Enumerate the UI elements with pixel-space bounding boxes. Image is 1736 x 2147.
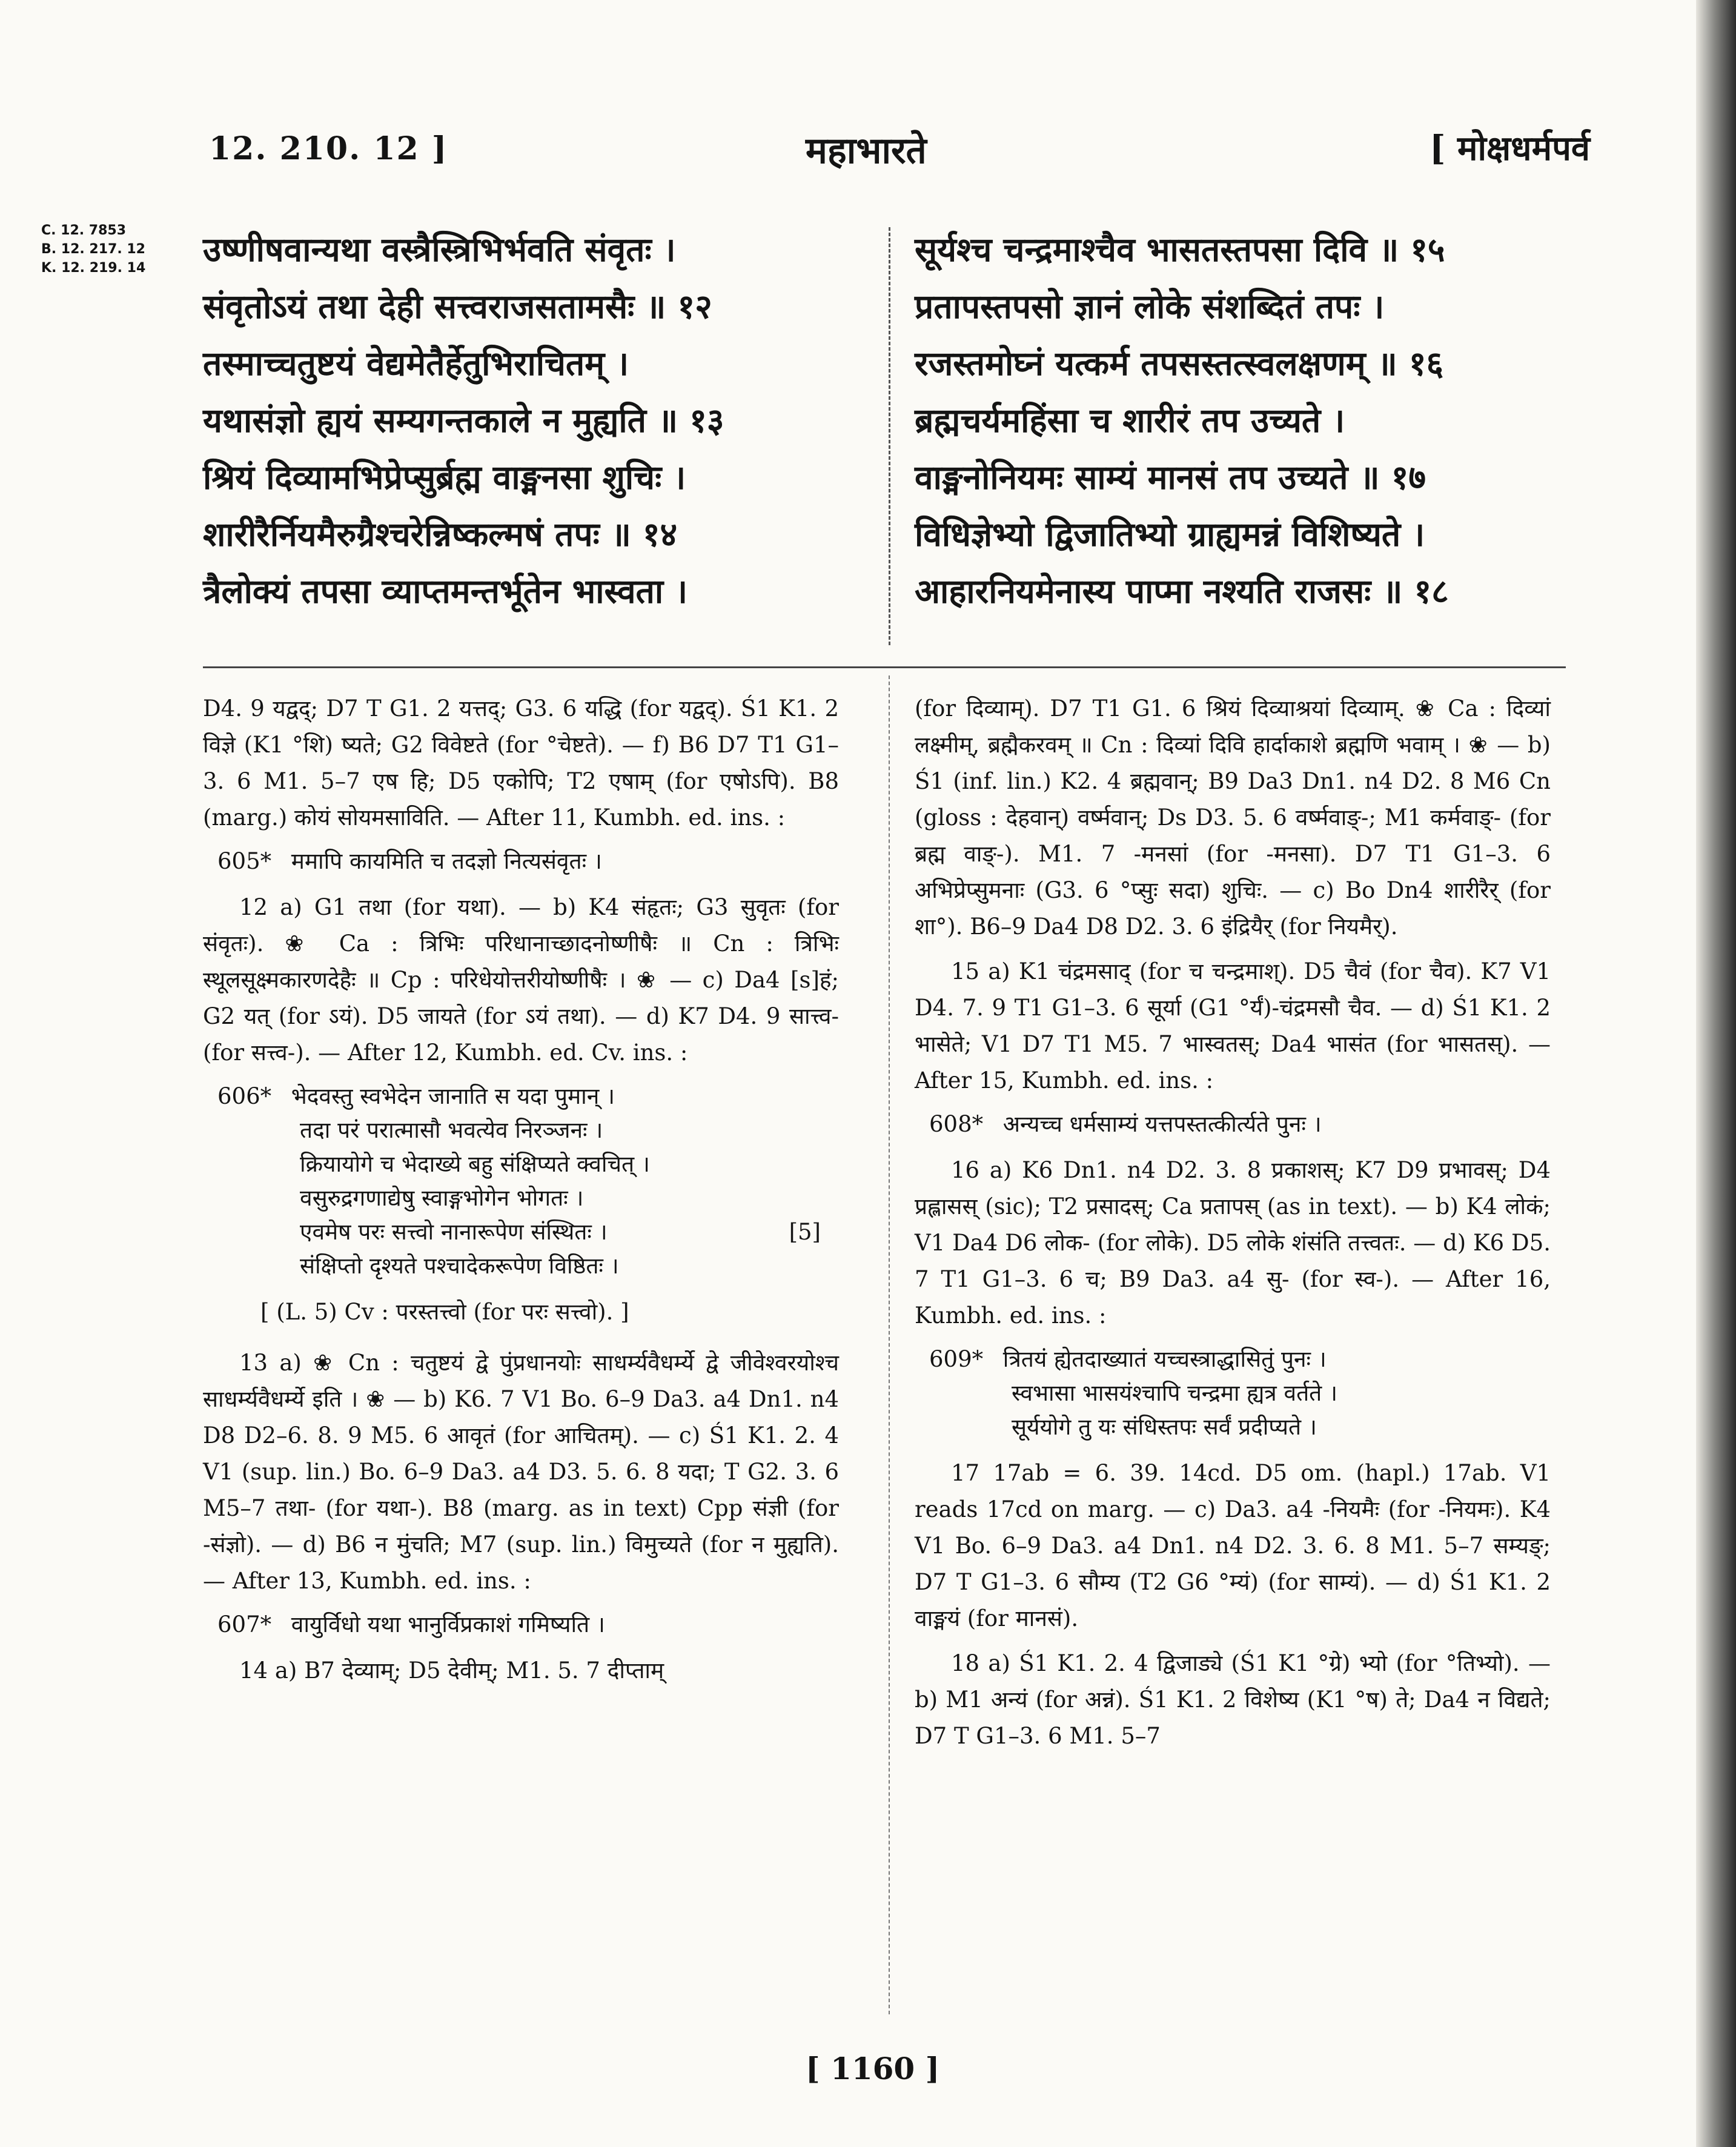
star-number: 608* <box>929 1111 984 1137</box>
star-number: 605* <box>217 848 272 874</box>
star-passage-606 <box>203 1080 839 1283</box>
apparatus-column-divider <box>889 675 890 2014</box>
star-number: 607* <box>217 1611 272 1638</box>
star-passage-607 <box>203 1608 839 1642</box>
star-line: त्रितयं ह्येतदाख्यातं यच्चस्त्राद्धासितुं पुनः । <box>1002 1346 1327 1372</box>
verse-line: सूर्यश्च चन्द्रमाश्चैव भासतस्तपसा दिवि ॥ १५ <box>915 230 1445 269</box>
star-passage-605 <box>203 845 839 878</box>
star-line: वसुरुद्रगणाद्येषु स्वाङ्गभोगेन भोगतः । <box>300 1185 584 1211</box>
star-line: स्वभासा भासयंश्चापि चन्द्रमा ह्यत्र वर्तते । <box>1012 1380 1338 1406</box>
running-head-title: महाभारते <box>806 130 927 172</box>
apparatus-entry-12: 12 a) G1 तथा (for यथा). — b) K4 संहृतः; G3 सुवृतः (for संवृतः). ❀ Ca : त्रिभिः परिधानाच्छादनोष्णीषैः ॥ Cn : त्रिभिः स्थूलसूक्ष्मकारणदेहैः ॥ Cp : परिधेयोत्तरीयोष्णीषैः । ❀ — c) Da4 [s]हं; G2 यत् (for ऽयं). D5 जायते (for ऽयं तथा). — d) K7 D4. 9 सात्त्व- (for सत्त्व-). — After 12, Kumbh. ed. Cv. ins. : <box>203 894 839 1066</box>
star-line: अन्यच्च धर्मसाम्यं यत्तपस्तत्कीर्त्यते पुनः । <box>1002 1111 1322 1137</box>
star-line: वायुर्विधो यथा भानुर्विप्रकाशं गमिष्यति । <box>291 1611 605 1638</box>
apparatus-entry-11: D4. 9 यद्वद्; D7 T G1. 2 यत्तद्; G3. 6 यद्धि (for यद्वद्). Ś1 K1. 2 विज्ञे (K1 °शि) ष्यते; G2 विवेष्टते (for °चेष्टते). — f) B6 D7 T1 G1–3. 6 M1. 5–7 एष हि; D5 एकोपि; T2 एषाम् (for एषोऽपि). B8 (marg.) कोयं सोयमसाविति. — After 11, Kumbh. ed. ins. : <box>203 695 839 831</box>
verse-column-right <box>915 221 1569 620</box>
star-line: भेदवस्तु स्वभेदेन जानाति स यदा पुमान् । <box>291 1083 615 1109</box>
apparatus-entry-17: 17 17ab = 6. 39. 14cd. D5 om. (hapl.) 17ab. V1 reads 17cd on marg. — c) Da3. a4 -नियमैः (for -नियमः). K4 V1 Bo. 6–9 Da3. a4 Dn1. n4 D2. 3. 6. 8 M1. 5–7 सम्यङ्; D7 T G1–3. 6 सौम्य (T2 G6 °म्यं) (for साम्यं). — d) Ś1 K1. 2 वाङ्मयं (for मानसं). <box>915 1460 1551 1631</box>
verse-line: यथासंज्ञो ह्ययं सम्यगन्तकाले न मुह्यति ॥ १३ <box>203 400 724 440</box>
star-line: सूर्ययोगे तु यः संधिस्तपः सर्वं प्रदीप्यते । <box>1012 1414 1317 1440</box>
star-number: 606* <box>217 1083 272 1109</box>
page-number: [ 1160 ] <box>806 2051 940 2086</box>
verse-column-divider <box>889 227 890 645</box>
concordance-line: C. 12. 7853 <box>41 223 127 238</box>
apparatus-entry-15: 15 a) K1 चंद्रमसाद् (for च चन्द्रमाश्). D5 चैवं (for चैव). K7 V1 D4. 7. 9 T1 G1–3. 6 सूर्या (G1 °र्यं)-चंद्रमसौ चैव. — d) Ś1 K1. 2 भासेते; V1 D7 T1 M5. 7 भास्वतस्; Da4 भासंत (for भासतस्). — After 15, Kumbh. ed. ins. : <box>915 958 1551 1093</box>
apparatus-entry-13: 13 a) ❀ Cn : चतुष्टयं द्वे पुंप्रधानयोः साधर्म्यवैधर्म्ये द्वे जीवेश्वरयोश्च साधर्म्यवैधर्म्ये इति । ❀ — b) K6. 7 V1 Bo. 6–9 Da3. a4 Dn1. n4 D8 D2–6. 8. 9 M5. 6 आवृतं (for आचितम्). — c) Ś1 K1. 2. 4 V1 (sup. lin.) Bo. 6–9 Da3. a4 D3. 5. 6. 8 यदा; T G2. 3. 6 M5–7 तथा- (for यथा-). B8 (marg. as in text) Cpp संज्ञी (for -संज्ञो). — d) B6 न मुंचति; M7 (sup. lin.) विमुच्यते (for न मुह्यति). — After 13, Kumbh. ed. ins. : <box>203 1350 839 1594</box>
star-line: क्रियायोगे च भेदाख्ये बहु संक्षिप्यते क्वचित् । <box>300 1151 650 1177</box>
verse-line: उष्णीषवान्यथा वस्त्रैस्त्रिभिर्भवति संवृतः । <box>203 230 676 269</box>
line-number: [5] <box>789 1219 821 1245</box>
verse-line: वाङ्मनोनियमः साम्यं मानसं तप उच्यते ॥ १७ <box>915 457 1426 497</box>
verse-line: संवृतोऽयं तथा देही सत्त्वराजसतामसैः ॥ १२ <box>203 287 712 326</box>
verse-line: विधिज्ञेभ्यो द्विजातिभ्यो ग्राह्यमन्नं विशिष्यते । <box>915 514 1425 554</box>
apparatus-column-left <box>203 691 839 1697</box>
text-apparatus-rule <box>203 666 1566 668</box>
running-head-section: [ मोक्षधर्मपर्व <box>1430 128 1591 168</box>
running-head-reference: 12. 210. 12 ] <box>209 130 448 167</box>
concordance-line: K. 12. 219. 14 <box>41 260 146 276</box>
verse-line: श्रियं दिव्यामभिप्रेप्सुर्ब्रह्म वाङ्मनसा शुचिः । <box>203 457 686 497</box>
verse-line: तस्माच्चतुष्टयं वेद्यमेतैर्हेतुभिराचितम् । <box>203 343 629 383</box>
concordance-references <box>41 221 187 277</box>
apparatus-column-right <box>915 691 1551 1763</box>
verse-line: रजस्तमोघ्नं यत्कर्म तपसस्तत्स्वलक्षणम् ॥ १६ <box>915 343 1444 383</box>
apparatus-entry-18: 18 a) Ś1 K1. 2. 4 द्विजाड्ये (Ś1 K1 °ग्रे) भ्यो (for °तिभ्यो). — b) M1 अन्यं (for अन्नं). Ś1 K1. 2 विशेष्य (K1 °ष) ते; Da4 न विद्यते; D7 T G1–3. 6 M1. 5–7 <box>915 1650 1551 1749</box>
verse-line: ब्रह्मचर्यमहिंसा च शारीरं तप उच्यते । <box>915 400 1345 440</box>
star-number: 609* <box>929 1346 984 1372</box>
star-line: ममापि कायमिति च तदज्ञो नित्यसंवृतः । <box>291 848 602 874</box>
apparatus-entry-14-cont: (for दिव्याम्). D7 T1 G1. 6 श्रियं दिव्याश्रयां दिव्याम्. ❀ Ca : दिव्यां लक्ष्मीम्, ब्रह्मैकरवम् ॥ Cn : दिव्यां दिवि हार्दाकाशे ब्रह्मणि भवाम् । ❀ — b) Ś1 (inf. lin.) K2. 4 ब्रह्मवान्; B9 Da3 Dn1. n4 D2. 8 M6 Cn (gloss : देहवान्) वर्ष्मवान्; Ds D3. 5. 6 वर्ष्मवाङ्-; M1 कर्मवाङ्- (for ब्रह्म वाङ्-). M1. 7 -मनसां (for -मनसा). D7 T1 G1–3. 6 अभिप्रेप्सुमनाः (G3. 6 °प्सुः सदा) शुचिः. — c) Bo Dn4 शारीरैर् (for शा°). B6–9 Da4 D8 D2. 3. 6 इंद्रियैर् (for नियमैर्). <box>915 695 1551 940</box>
apparatus-entry-16: 16 a) K6 Dn1. n4 D2. 3. 8 प्रकाशस्; K7 D9 प्रभावस्; D4 प्रह्लासस् (sic); T2 प्रसादस्; Ca प्रतापस् (as in text). — b) K4 लोकं; V1 Da4 D6 लोक- (for लोके). D5 लोके शंसंति तत्त्वतः. — d) K6 D5. 7 T1 G1–3. 6 च; B9 Da3. a4 सु- (for स्व-). — After 16, Kumbh. ed. ins. : <box>915 1157 1551 1329</box>
concordance-line: B. 12. 217. 12 <box>41 242 145 257</box>
apparatus-entry-14: 14 a) B7 देव्याम्; D5 देवीम्; M1. 5. 7 दीप्ताम् <box>239 1658 664 1684</box>
star-line: संक्षिप्तो दृश्यते पश्चादेकरूपेण विष्ठितः । <box>300 1253 619 1279</box>
star-line: तदा परं परात्मासौ भवत्येव निरञ्जनः । <box>300 1117 603 1143</box>
verse-line: प्रतापस्तपसो ज्ञानं लोके संशब्दितं तपः । <box>915 287 1385 326</box>
verse-line: त्रैलोक्यं तपसा व्याप्तमन्तर्भूतेन भास्वता । <box>203 571 688 611</box>
verse-line: आहारनियमेनास्य पाप्मा नश्यति राजसः ॥ १८ <box>915 571 1449 611</box>
star-passage-608 <box>915 1107 1551 1141</box>
star-line: एवमेष परः सत्त्वो नानारूपेण संस्थितः । <box>300 1219 608 1245</box>
star-passage-note: [ (L. 5) Cv : परस्तत्त्वो (for परः सत्त्वो). ] <box>260 1299 629 1325</box>
star-passage-609 <box>915 1342 1551 1444</box>
book-spine-shadow <box>1696 0 1736 2147</box>
verse-column-left <box>203 221 857 620</box>
verse-line: शारीरैर्नियमैरुग्रैश्चरेन्निष्कल्मषं तपः ॥ १४ <box>203 514 678 554</box>
